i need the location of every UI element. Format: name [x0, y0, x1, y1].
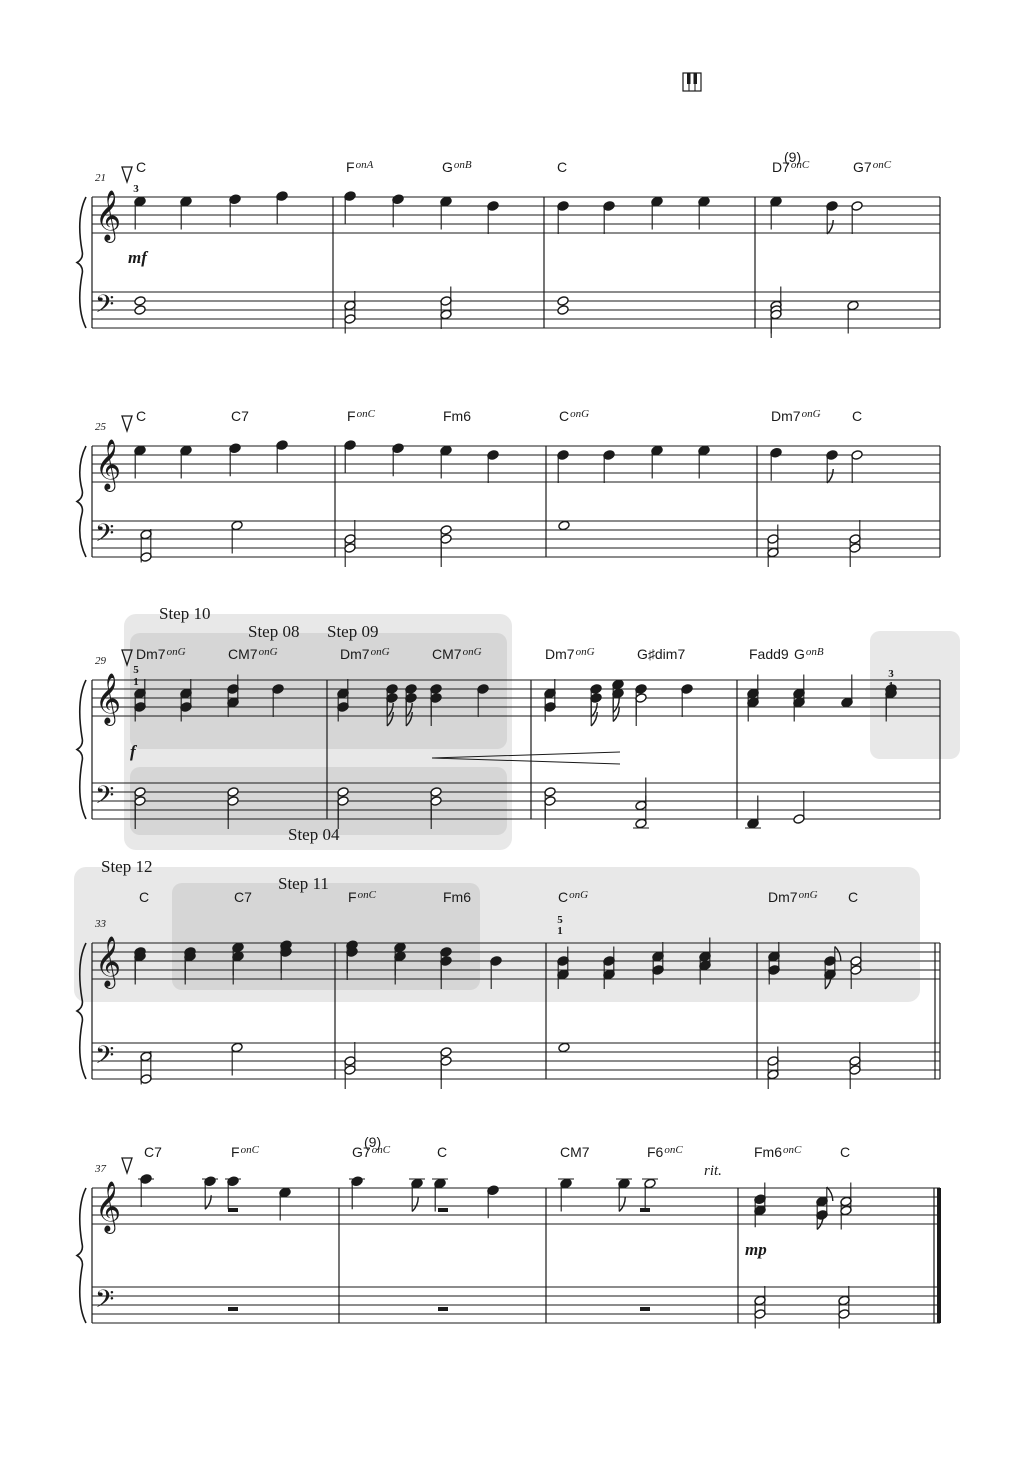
chord-symbol: Fm6 [443, 889, 471, 905]
bass-clef-icon: 𝄢 [95, 519, 115, 554]
bass-clef-icon: 𝄢 [95, 781, 115, 816]
chord-symbol: C [136, 408, 147, 424]
chord-symbol: C [437, 1144, 448, 1160]
fingering-number: 5 [557, 914, 563, 926]
note-flag [619, 1198, 625, 1212]
breath-mark-icon [122, 416, 132, 431]
note-head [558, 1042, 570, 1053]
chord-symbol: CM7 [560, 1144, 590, 1160]
measure-number: 33 [95, 918, 106, 930]
bass-clef-icon: 𝄢 [95, 290, 115, 325]
step-label: Step 10 [159, 604, 211, 623]
chord-symbol: $C^{onG}$ [558, 889, 589, 905]
brace [77, 197, 86, 328]
chord-symbol: $F6^{onC}$ [647, 1144, 683, 1160]
chord-symbol: C [848, 889, 859, 905]
bass-staff [92, 1043, 940, 1079]
chord-symbol: $F^{onC}$ [231, 1144, 259, 1160]
chord-symbol: C [136, 159, 147, 175]
piano-keys-icon [683, 73, 701, 91]
note-flag [412, 1198, 418, 1212]
note-flag [827, 1187, 833, 1201]
bass-clef-icon: 𝄢 [95, 1041, 115, 1076]
bass-clef-icon: 𝄢 [95, 1285, 115, 1320]
chord-symbol: $D7^{onC}$ [772, 159, 810, 175]
bass-staff [92, 1287, 940, 1323]
note-head [134, 305, 146, 316]
whole-rest [228, 1307, 238, 1311]
chord-symbol: Fm6 [443, 408, 471, 424]
bass-staff [92, 521, 940, 557]
chord-symbol: $C^{onG}$ [559, 408, 590, 424]
dynamic-marking: mp [745, 1240, 767, 1259]
chord-symbol: C [852, 408, 863, 424]
chord-symbol: C7 [144, 1144, 162, 1160]
chord-tension: (9) [784, 149, 802, 165]
chord-symbol: $F^{onC}$ [348, 889, 376, 905]
chord-symbol: C7 [231, 408, 249, 424]
brace [77, 680, 86, 819]
dynamic-marking: f [130, 742, 136, 761]
treble-staff [92, 446, 940, 482]
chord-symbol: $Fm6^{onC}$ [754, 1144, 802, 1160]
chord-symbol: $Dm7^{onG}$ [340, 646, 390, 662]
breath-mark-icon [122, 167, 132, 182]
system-37 [77, 1134, 941, 1329]
treble-clef-icon: 𝄞 [95, 673, 122, 724]
step-11-region [172, 883, 480, 990]
fingering-number: 3 [888, 668, 894, 680]
chord-symbol: $CM7^{onG}$ [228, 646, 278, 662]
breath-mark-icon [122, 1158, 132, 1173]
step-label: Step 04 [288, 825, 340, 844]
dynamic-marking: mf [128, 248, 147, 267]
whole-rest [640, 1208, 650, 1212]
note-flag [827, 469, 833, 483]
tempo-marking: rit. [704, 1163, 722, 1179]
chord-symbol: $G^{onB}$ [442, 159, 472, 175]
step-highlights [74, 614, 960, 1002]
measure-number: 25 [95, 421, 106, 433]
whole-rest [640, 1307, 650, 1311]
chord-symbol: $F^{onA}$ [346, 159, 374, 175]
whole-rest [228, 1208, 238, 1212]
chord-symbol: $G7^{onC}$ [853, 159, 892, 175]
treble-clef-icon: 𝄞 [95, 936, 122, 987]
chord-symbol: $G^{onB}$ [794, 646, 824, 662]
step-label: Step 11 [278, 874, 329, 893]
step-right-region [870, 631, 960, 759]
step-label: Step 08 [248, 622, 300, 641]
measure-number: 21 [95, 172, 106, 184]
chord-symbol: $F^{onC}$ [347, 408, 375, 424]
measure-number: 37 [95, 1163, 106, 1175]
chord-symbol: G♯dim7 [637, 646, 686, 662]
chord-symbol: C [557, 159, 568, 175]
step-label: Step 12 [101, 857, 153, 876]
chord-symbol: $Dm7^{onG}$ [771, 408, 821, 424]
bass-staff [92, 292, 940, 328]
chord-tension: (9) [364, 1134, 382, 1150]
treble-clef-icon: 𝄞 [95, 190, 122, 241]
treble-clef-icon: 𝄞 [95, 1181, 122, 1232]
chord-symbol: C [840, 1144, 851, 1160]
treble-staff [92, 1188, 940, 1224]
brace [77, 1188, 86, 1323]
chord-symbol: $CM7^{onG}$ [432, 646, 482, 662]
note-head [134, 296, 146, 307]
treble-clef-icon: 𝄞 [95, 439, 122, 490]
fingering-number: 1 [133, 676, 139, 688]
whole-rest [438, 1307, 448, 1311]
whole-rest [438, 1208, 448, 1212]
system-21 [77, 149, 940, 338]
chord-symbol: $Dm7^{onG}$ [768, 889, 818, 905]
chord-symbol: C7 [234, 889, 252, 905]
chord-symbol: Fadd9 [749, 646, 789, 662]
chord-symbol: $G7^{onC}$ [352, 1144, 391, 1160]
measure-number: 29 [95, 655, 106, 667]
chord-symbol: $Dm7^{onG}$ [545, 646, 595, 662]
final-barline-thick [937, 1188, 941, 1323]
fingering-number: 1 [557, 925, 563, 937]
brace [77, 446, 86, 557]
note-head [557, 296, 569, 307]
treble-staff [92, 197, 940, 233]
note-head [558, 520, 570, 531]
chord-symbol: $Dm7^{onG}$ [136, 646, 186, 662]
system-25 [77, 408, 940, 567]
step-label: Step 09 [327, 622, 379, 641]
note-flag [827, 220, 833, 234]
fingering-number: 5 [133, 664, 139, 676]
note-head [557, 305, 569, 316]
chord-symbol: C [139, 889, 150, 905]
fingering-number: 3 [133, 183, 139, 195]
